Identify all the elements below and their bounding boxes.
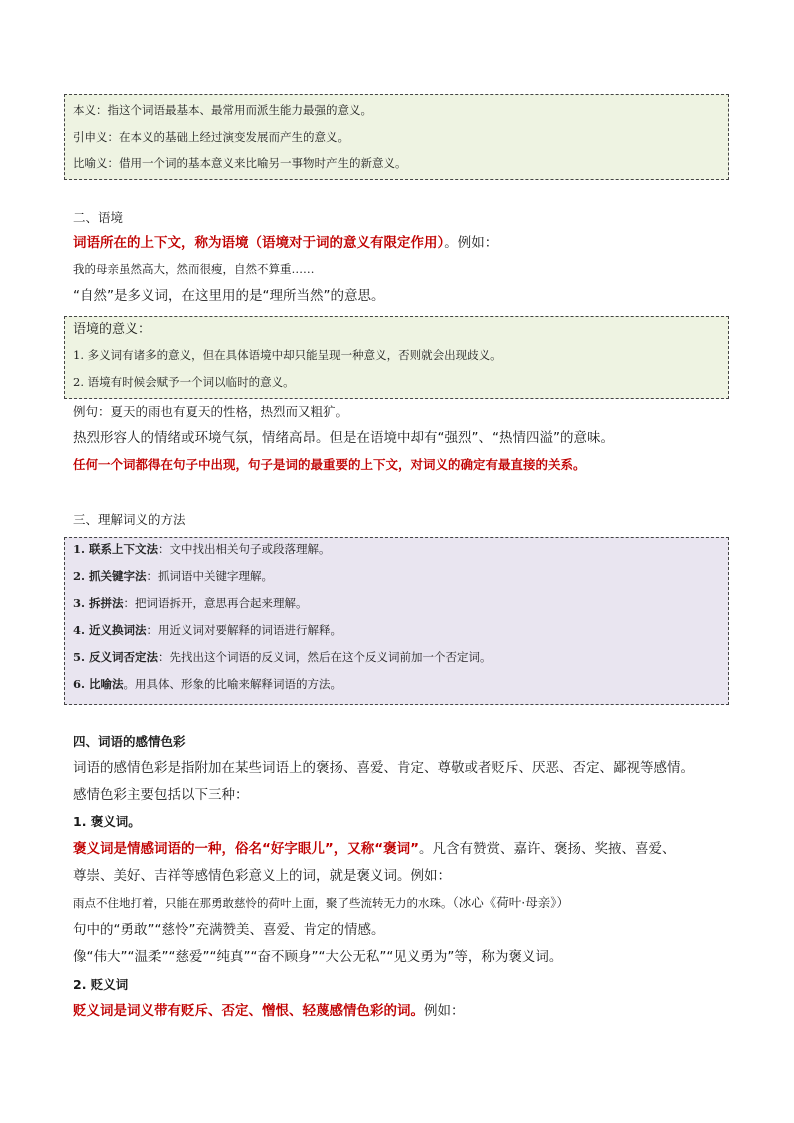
context-box-title: 语境的意义： [73, 322, 152, 337]
derogatory-definition-tail: 例如： [424, 1003, 465, 1019]
commendatory-example-source: （冰心《荷叶·母亲》） [452, 895, 569, 910]
method-item: 4. 近义换词法：用近义词对要解释的词语进行解释。 [73, 623, 343, 637]
commendatory-definition-line2: 尊崇、美好、吉祥等感情色彩意义上的词，就是褒义词。例如： [73, 868, 451, 884]
context-definition-tail: 。例如： [444, 235, 499, 251]
commendatory-list: 像“伟大”“温柔”“慈爱”“纯真”“奋不顾身”“大公无私”“见义勇为”等，称为褒义词。 [73, 949, 563, 965]
commendatory-explanation: 句中的“勇敢”“慈怜”充满赞美、喜爱、肯定的情感。 [73, 922, 385, 938]
derogatory-definition [73, 1005, 465, 1019]
subsection-title: 1. 褒义词。 [73, 814, 141, 829]
context-definition [73, 237, 498, 251]
definitions-box [64, 94, 729, 180]
example-sentence: 我的母亲虽然高大，然而很瘦，自然不算重…… [73, 262, 315, 276]
context-box-item: 1. 多义词有诸多的意义，但在具体语境中却只能呈现一种意义，否则就会出现歧义。 [73, 348, 502, 362]
section-heading: 二、语境 [73, 210, 124, 225]
emotion-intro-2: 感情色彩主要包括以下三种： [73, 787, 249, 803]
section-heading: 三、理解词义的方法 [73, 512, 186, 527]
method-item: 5. 反义词否定法：先找出这个词语的反义词，然后在这个反义词前加一个否定词。 [73, 650, 492, 664]
example-explanation-2: 热烈形容人的情绪或环境气氛，情绪高昂。但是在语境中却有“强烈”、“热情四溢”的意味。 [73, 430, 614, 446]
context-meaning-box [64, 316, 729, 399]
definition-line: 本义：指这个词语最基本、最常用而派生能力最强的意义。 [73, 103, 372, 117]
definition-line: 比喻义：借用一个词的基本意义来比喻另一事物时产生的新意义。 [73, 156, 407, 170]
commendatory-definition-tail: 。凡含有赞赏、嘉许、褒扬、奖掖、喜爱、 [419, 841, 676, 857]
method-item: 2. 抓关键字法：抓词语中关键字理解。 [73, 569, 274, 583]
context-box-item: 2. 语境有时候会赋予一个词以临时的意义。 [73, 375, 295, 389]
context-definition-red: 词语所在的上下文，称为语境（语境对于词的意义有限定作用） [73, 235, 445, 251]
subsection-title: 2. 贬义词 [73, 977, 129, 992]
example-explanation: “自然”是多义词，在这里用的是“理所当然”的意思。 [73, 288, 385, 304]
section2-conclusion: 任何一个词都得在句子中出现，句子是词的最重要的上下文，对词义的确定有最直接的关系。 [73, 457, 586, 472]
definition-line: 引申义：在本义的基础上经过演变发展而产生的意义。 [73, 130, 349, 144]
commendatory-example [73, 897, 569, 910]
commendatory-definition-red: 褒义词是情感词语的一种，俗名“好字眼儿”，又称“褒词” [73, 841, 419, 857]
commendatory-definition [73, 843, 676, 857]
derogatory-definition-red: 贬义词是词义带有贬斥、否定、憎恨、轻蔑感情色彩的词。 [73, 1003, 424, 1019]
method-item: 1. 联系上下文法：文中找出相关句子或段落理解。 [73, 542, 331, 556]
method-item: 3. 拆拼法：把词语拆开，意思再合起来理解。 [73, 596, 308, 610]
commendatory-example-text: 雨点不住地打着，只能在那勇敢慈怜的荷叶上面，聚了些流转无力的水珠。 [73, 896, 453, 910]
example-sentence-2: 例句：夏天的雨也有夏天的性格，热烈而又粗犷。 [73, 404, 349, 419]
method-item: 6. 比喻法。用具体、形象的比喻来解释词语的方法。 [73, 677, 343, 691]
methods-box [64, 537, 729, 705]
emotion-intro: 词语的感情色彩是指附加在某些词语上的褒扬、喜爱、肯定、尊敬或者贬斥、厌恶、否定、鄙视等感情。 [73, 760, 694, 776]
section-heading: 四、词语的感情色彩 [73, 734, 186, 749]
